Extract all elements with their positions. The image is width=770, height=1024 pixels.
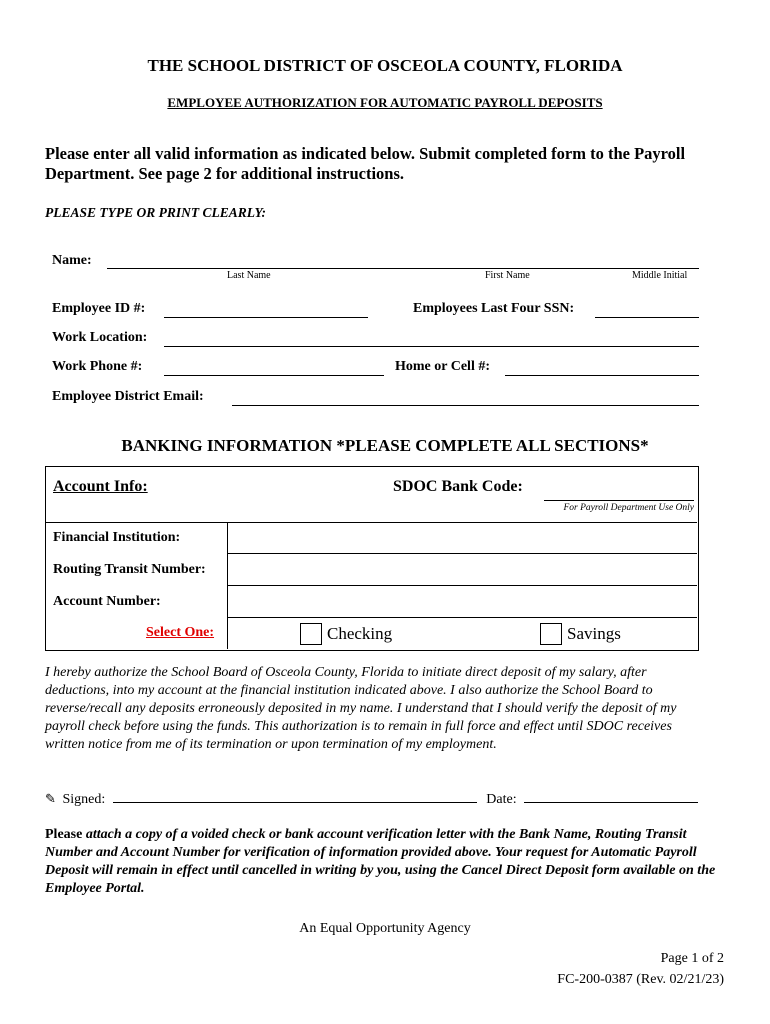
email-field[interactable]	[232, 405, 699, 406]
savings-checkbox[interactable]	[540, 623, 562, 645]
signature-row	[45, 790, 698, 808]
ssn-label: Employees Last Four SSN:	[413, 301, 575, 316]
financial-institution-label: Financial Institution:	[53, 530, 181, 545]
sdoc-bank-code-label: SDOC Bank Code:	[393, 478, 523, 495]
middle-initial-caption: Middle Initial	[632, 270, 688, 281]
page-number: Page 1 of 2	[660, 951, 724, 966]
name-field[interactable]	[107, 268, 699, 269]
work-location-label: Work Location:	[52, 330, 148, 345]
equal-opportunity-text: An Equal Opportunity Agency	[299, 921, 471, 936]
date-field[interactable]	[524, 790, 698, 803]
name-label: Name:	[52, 253, 92, 268]
instructions-text: Please enter all valid information as indicated below. Submit completed form to the Payroll Department. See page 2 for additional instructions.	[45, 144, 686, 183]
select-one-label: Select One:	[146, 625, 215, 640]
payroll-use-only-note: For Payroll Department Use Only	[544, 500, 694, 513]
work-phone-label: Work Phone #:	[52, 359, 143, 374]
signature-field[interactable]	[113, 790, 477, 803]
savings-label: Savings	[567, 624, 621, 643]
checking-label: Checking	[327, 624, 393, 643]
routing-number-field[interactable]	[227, 585, 697, 586]
banking-section-header: BANKING INFORMATION *PLEASE COMPLETE ALL SECTIONS*	[121, 436, 649, 455]
attachment-note-lead: Please	[45, 827, 83, 842]
print-clearly-note: PLEASE TYPE OR PRINT CLEARLY:	[45, 205, 267, 220]
employee-id-label: Employee ID #:	[52, 301, 146, 316]
ssn-field[interactable]	[595, 317, 699, 318]
authorization-text: I hereby authorize the School Board of Osceola County, Florida to initiate direct deposit of my salary, after deductions, into my account at the financial institution indicated above. I also authorize the School Board to reverse/recall any deposits erroneously deposited in my name. I understand that I should verify the deposit of my payroll check before using the funds. This authorization is to remain in full force and effect until SDOC receives written notice from me of its termination or upon termination of my employment.	[45, 665, 677, 752]
home-cell-label: Home or Cell #:	[395, 359, 490, 374]
attachment-note	[45, 826, 725, 898]
attachment-note-body: attach a copy of a voided check or bank account verification letter with the Bank Name, Routing Transit Number and Account Number for verification of information provided above. Your request for Automatic Payroll Deposit will remain in effect until cancelled in writing by you, using the Cancel Direct Deposit form available on the Employee Portal.	[45, 827, 716, 896]
pen-icon: ✎	[45, 791, 56, 806]
signed-label: Signed:	[62, 792, 106, 807]
document-subtitle: EMPLOYEE AUTHORIZATION FOR AUTOMATIC PAYROLL DEPOSITS	[167, 95, 603, 110]
email-label: Employee District Email:	[52, 389, 204, 404]
last-name-caption: Last Name	[227, 270, 271, 281]
account-info-label: Account Info:	[53, 478, 148, 495]
first-name-caption: First Name	[485, 270, 530, 281]
date-label: Date:	[486, 792, 517, 807]
account-number-label: Account Number:	[53, 594, 161, 609]
routing-number-label: Routing Transit Number:	[53, 562, 206, 577]
document-title: THE SCHOOL DISTRICT OF OSCEOLA COUNTY, FLORIDA	[147, 56, 623, 75]
account-number-field[interactable]	[227, 617, 697, 618]
employee-id-field[interactable]	[164, 317, 368, 318]
work-phone-field[interactable]	[164, 375, 384, 376]
home-cell-field[interactable]	[505, 375, 699, 376]
work-location-field[interactable]	[164, 346, 699, 347]
form-number: FC-200-0387 (Rev. 02/21/23)	[557, 972, 724, 987]
financial-institution-field[interactable]	[227, 553, 697, 554]
checking-checkbox[interactable]	[300, 623, 322, 645]
